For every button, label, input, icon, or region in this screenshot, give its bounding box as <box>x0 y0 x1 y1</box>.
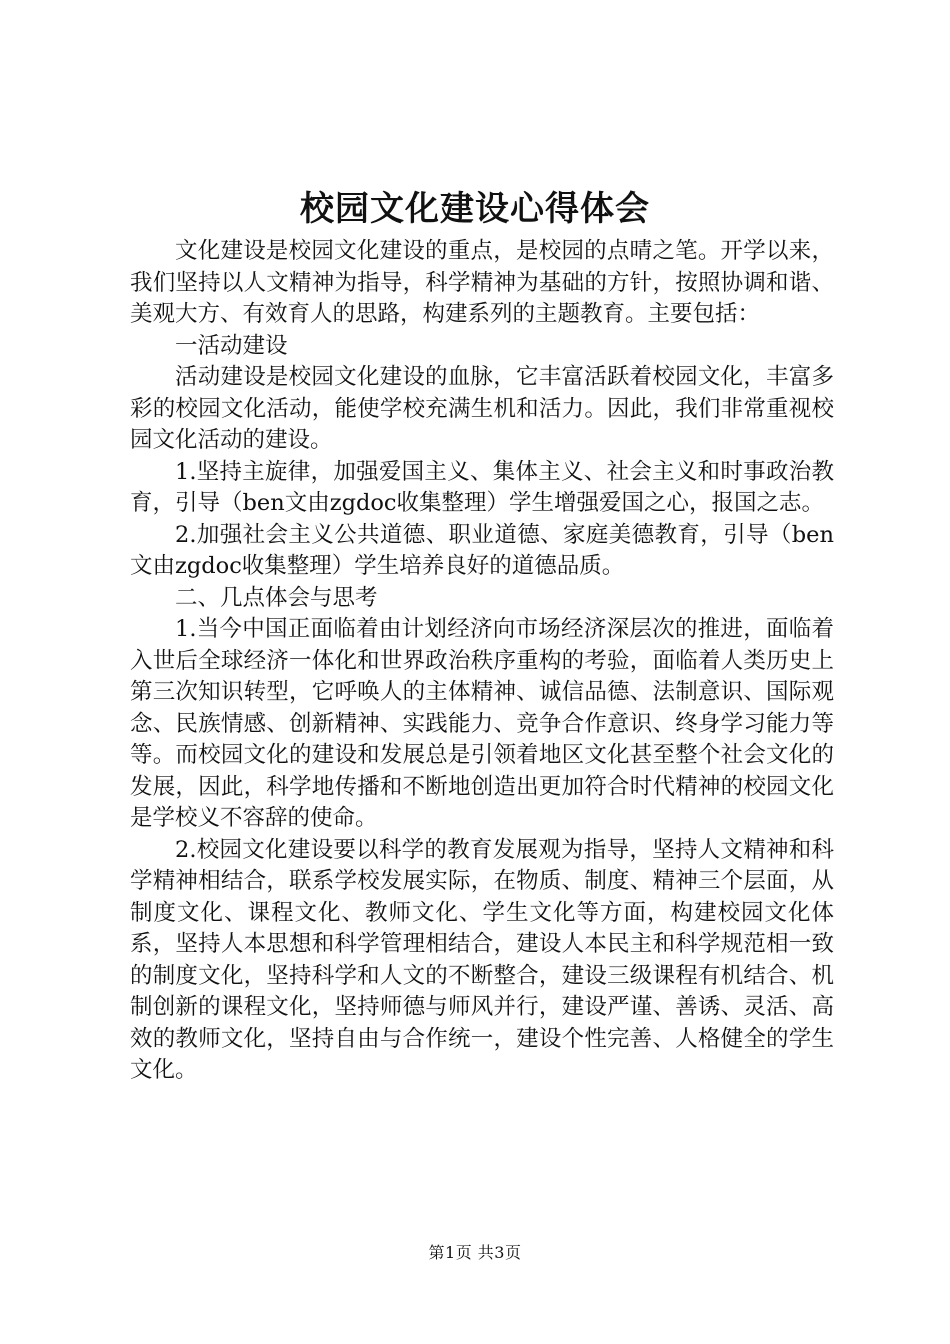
document-body <box>130 236 834 1087</box>
paragraph-item-2: 2.加强社会主义公共道德、职业道德、家庭美德教育，引导（ben文由zgdoc收集整理）学生培养良好的道德品质。 <box>130 521 834 579</box>
paragraph-intro: 文化建设是校园文化建设的重点，是校园的点晴之笔。开学以来，我们坚持以人文精神为指导，科学精神为基础的方针，按照协调和谐、美观大方、有效育人的思路，构建系列的主题教育。主要包括： <box>130 238 834 327</box>
paragraph-reflection-2: 2.校园文化建设要以科学的教育发展观为指导，坚持人文精神和科学精神相结合，联系学校发展实际，在物质、制度、精神三个层面，从制度文化、课程文化、教师文化、学生文化等方面，构建校园文化体系，坚持人本思想和科学管理相结合，建设人本民主和科学规范相一致的制度文化，坚持科学和人文的不断整合，建设三级课程有机结合、机制创新的课程文化，坚持师德与师风并行，建设严谨、善诱、灵活、高效的教师文化，坚持自由与合作统一，建设个性完善、人格健全的学生文化。 <box>130 836 834 1083</box>
paragraph-reflection-1: 1.当今中国正面临着由计划经济向市场经济深层次的推进，面临着入世后全球经济一体化和世界政治秩序重构的考验，面临着人类历史上第三次知识转型，它呼唤人的主体精神、诚信品德、法制意识、国际观念、民族情感、创新精神、实践能力、竞争合作意识、终身学习能力等等。而校园文化的建设和发展总是引领着地区文化甚至整个社会文化的发展，因此，科学地传播和不断地创造出更加符合时代精神的校园文化是学校义不容辞的使命。 <box>130 616 834 831</box>
paragraph-activity: 活动建设是校园文化建设的血脉，它丰富活跃着校园文化，丰富多彩的校园文化活动，能使学校充满生机和活力。因此，我们非常重视校园文化活动的建设。 <box>130 364 834 453</box>
paragraph-item-1: 1.坚持主旋律，加强爱国主义、集体主义、社会主义和时事政治教育，引导（ben文由zgdoc收集整理）学生增强爱国之心，报国之志。 <box>130 458 834 516</box>
page-footer: 第1页 共3页 <box>428 1243 522 1262</box>
document-title: 校园文化建设心得体会 <box>300 189 650 229</box>
section-heading-reflections: 二、几点体会与思考 <box>175 584 378 611</box>
section-heading-activity: 一活动建设 <box>175 332 288 359</box>
